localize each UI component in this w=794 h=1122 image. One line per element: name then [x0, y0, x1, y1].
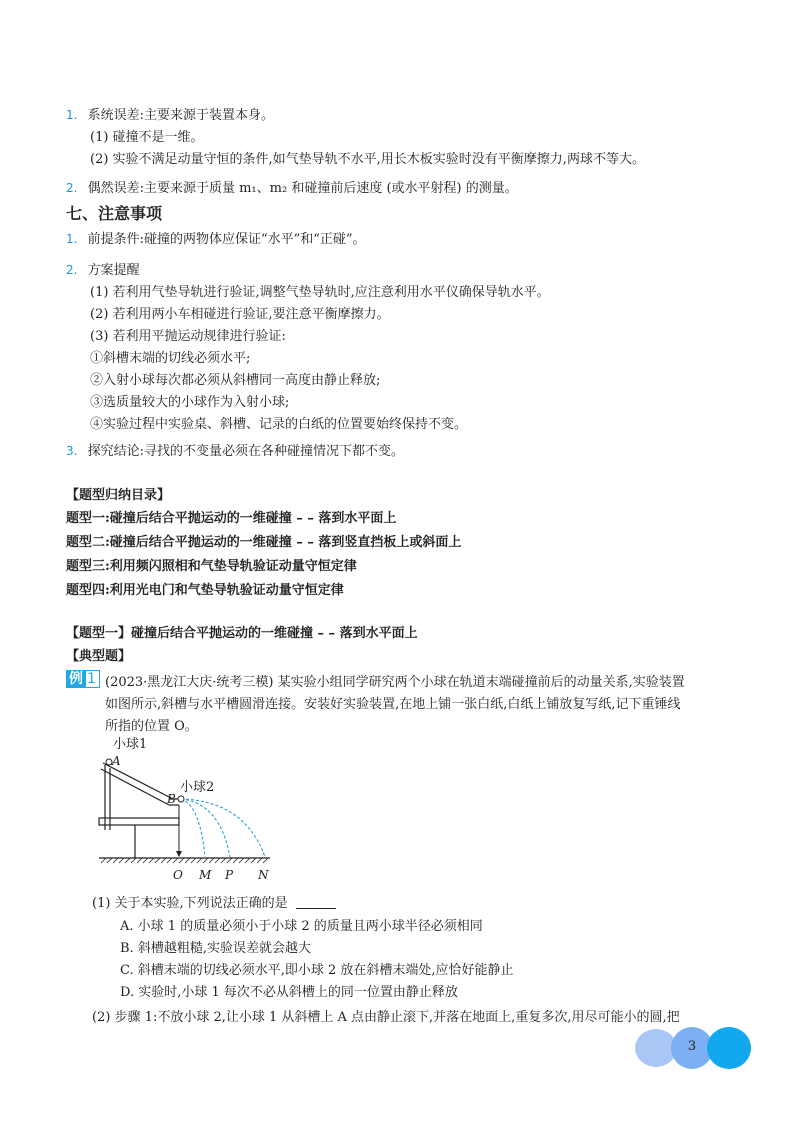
catalog-item: 题型二:碰撞后结合平抛运动的一维碰撞 – – 落到竖直挡板上或斜面上	[66, 535, 462, 550]
q1-option-c: C. 斜槽末端的切线必须水平,即小球 2 放在斜槽末端处,应恰好能静止	[120, 963, 514, 978]
page-number-badge	[635, 1027, 755, 1069]
example-line: (2023·黑龙江大庆·统考三模) 某实验小组同学研究两个小球在轨道末端碰撞前后的动量关系,实验装置	[105, 675, 685, 690]
q1-stem	[92, 892, 336, 911]
type-header: 【题型一】碰撞后结合平抛运动的一维碰撞 – – 落到水平面上	[66, 626, 418, 641]
answer-blank[interactable]	[296, 896, 336, 909]
page-number: 3	[687, 1039, 697, 1054]
catalog-item: 题型一:碰撞后结合平抛运动的一维碰撞 – – 落到水平面上	[66, 511, 397, 526]
section-title: 七、注意事项	[66, 204, 163, 223]
experiment-diagram	[95, 735, 285, 885]
example-badge	[66, 670, 100, 688]
list-number: 1.	[66, 232, 78, 246]
q1-option-a: A. 小球 1 的质量必须小于小球 2 的质量且两小球半径必须相同	[120, 919, 483, 934]
list-text: 系统误差:主要来源于装置本身。	[87, 108, 274, 123]
list-text: 方案提醒	[87, 263, 140, 278]
list-number: 3.	[66, 444, 78, 458]
ramp-bottom-line	[101, 769, 169, 805]
list-text: 偶然误差:主要来源于质量 m₁、m₂ 和碰撞前后速度 (或水平射程) 的测量。	[87, 181, 518, 196]
point-o-label: O	[173, 868, 183, 882]
trajectories	[181, 799, 265, 857]
sec6-item1-a: (1) 碰撞不是一维。	[90, 130, 204, 145]
sec6-item1	[66, 104, 274, 123]
example-line: 所指的位置 O。	[105, 719, 198, 734]
list-number: 2.	[66, 181, 78, 195]
point-a-label: A	[112, 754, 121, 768]
sec7-line: ①斜槽末端的切线必须水平;	[90, 351, 251, 366]
ramp-top-line	[103, 763, 173, 799]
sec7-line: (3) 若利用平抛运动规律进行验证:	[90, 329, 286, 344]
sec7-line: ④实验过程中实验桌、斜槽、记录的白纸的位置要始终保持不变。	[90, 417, 468, 432]
example-line: 如图所示,斜槽与水平槽圆滑连接。安装好实验装置,在地上铺一张白纸,白纸上铺放复写纸,记下重锤线	[105, 697, 681, 712]
example-number: 1	[83, 670, 100, 688]
q1-option-d: D. 实验时,小球 1 每次不必从斜槽上的同一位置由静止释放	[120, 985, 458, 1000]
list-number: 2.	[66, 263, 78, 277]
sec7-item3	[66, 440, 404, 459]
list-text: 前提条件:碰撞的两物体应保证“水平”和“正碰”。	[87, 232, 366, 247]
q1-option-b: B. 斜槽越粗糙,实验误差就会越大	[120, 941, 311, 956]
ball-2	[178, 796, 184, 802]
catalog-header: 【题型归纳目录】	[66, 488, 171, 503]
point-b-label: B	[167, 792, 176, 806]
sec7-item1	[66, 228, 366, 247]
q1-stem-text: (1) 关于本实验,下列说法正确的是	[92, 896, 288, 911]
sec7-item2	[66, 259, 140, 278]
sec6-item2	[66, 177, 518, 196]
point-m-label: M	[199, 868, 212, 882]
page-dot-right	[707, 1027, 751, 1069]
sec7-line: (1) 若利用气垫导轨进行验证,调整气垫导轨时,应注意利用水平仪确保导轨水平。	[90, 285, 550, 300]
q2-stem: (2) 步骤 1:不放小球 2,让小球 1 从斜槽上 A 点由静止滚下,并落在地面上,重复多次,用尽可能小的圆,把	[92, 1010, 680, 1025]
point-p-label: P	[225, 868, 234, 882]
ball1-label: 小球1	[113, 737, 148, 752]
list-text: 探究结论:寻找的不变量必须在各种碰撞情况下都不变。	[87, 444, 404, 459]
typical-header: 【典型题】	[66, 649, 132, 664]
ground-hatch	[101, 858, 268, 863]
point-n-label: N	[258, 868, 269, 882]
sec7-line: ③选质量较大的小球作为入射小球;	[90, 395, 290, 410]
ball2-label: 小球2	[180, 780, 215, 795]
sec7-line: (2) 若利用两小车相碰进行验证,要注意平衡摩擦力。	[90, 307, 390, 322]
catalog-item: 题型四:利用光电门和气垫导轨验证动量守恒定律	[66, 583, 344, 598]
list-number: 1.	[66, 108, 78, 122]
plumb-arrow	[176, 851, 182, 857]
sec6-item1-b: (2) 实验不满足动量守恒的条件,如气垫导轨不水平,用长木板实验时没有平衡摩擦力,两球不等大。	[90, 152, 645, 167]
catalog-item: 题型三:利用频闪照相和气垫导轨验证动量守恒定律	[66, 559, 357, 574]
table-top	[99, 818, 179, 825]
sec7-line: ②入射小球每次都必须从斜槽同一高度由静止释放;	[90, 373, 381, 388]
example-label: 例	[66, 670, 86, 688]
